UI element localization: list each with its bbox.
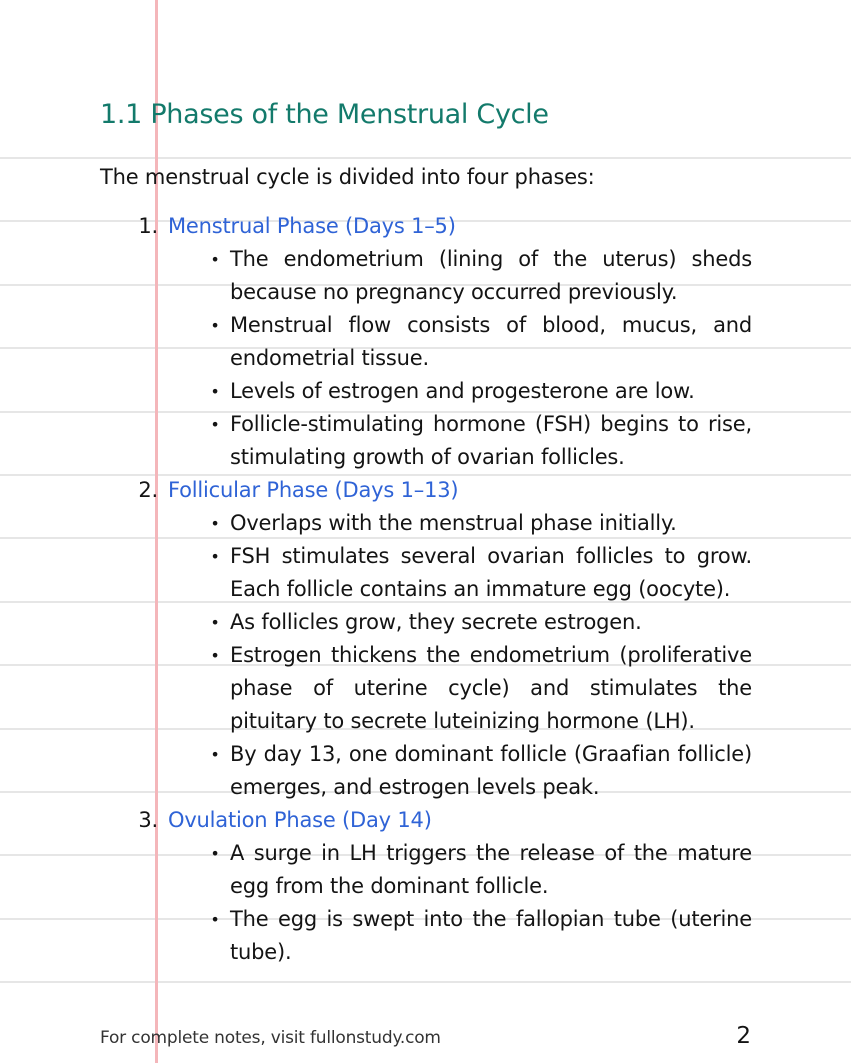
bullet-icon: •	[210, 613, 220, 632]
bullet-icon: •	[210, 514, 220, 533]
phase-name: Menstrual Phase (Days 1–5)	[168, 214, 456, 238]
phase-number: 1.	[138, 214, 158, 238]
list-item	[208, 243, 752, 309]
point-text: As follicles grow, they secrete estrogen.	[230, 610, 642, 634]
bullet-icon: •	[210, 745, 220, 764]
phase-points	[208, 507, 752, 804]
point-text: By day 13, one dominant follicle (Graafian follicle) emerges, and estrogen levels peak.	[230, 742, 752, 799]
list-item	[208, 507, 752, 540]
phase-number: 3.	[138, 808, 158, 832]
list-item	[208, 639, 752, 738]
point-text: Overlaps with the menstrual phase initially.	[230, 511, 677, 535]
ruled-line	[0, 981, 851, 983]
bullet-icon: •	[210, 547, 220, 566]
phase-name: Follicular Phase (Days 1–13)	[168, 478, 459, 502]
phase-name: Ovulation Phase (Day 14)	[168, 808, 432, 832]
phase-title	[100, 804, 752, 837]
point-text: Levels of estrogen and progesterone are low.	[230, 379, 695, 403]
phase-title	[100, 210, 752, 243]
list-item	[208, 408, 752, 474]
phase-number: 2.	[138, 478, 158, 502]
list-item	[208, 837, 752, 903]
page-number: 2	[736, 1023, 751, 1049]
intro-text: The menstrual cycle is divided into four phases:	[100, 165, 595, 189]
phase-item	[100, 210, 752, 474]
phase-points	[208, 837, 752, 969]
phase-list	[100, 210, 752, 969]
footer-note: For complete notes, visit fullonstudy.com	[100, 1028, 441, 1048]
list-item	[208, 738, 752, 804]
point-text: The endometrium (lining of the uterus) sheds because no pregnancy occurred previously.	[230, 247, 752, 304]
bullet-icon: •	[210, 844, 220, 863]
page-content	[100, 95, 752, 969]
bullet-icon: •	[210, 382, 220, 401]
phase-title	[100, 474, 752, 507]
bullet-icon: •	[210, 910, 220, 929]
list-item	[208, 606, 752, 639]
bullet-icon: •	[210, 316, 220, 335]
point-text: Follicle-stimulating hormone (FSH) begins to rise, stimulating growth of ovarian follicles.	[230, 412, 752, 469]
phase-item	[100, 474, 752, 804]
list-item	[208, 309, 752, 375]
list-item	[208, 540, 752, 606]
list-item	[208, 903, 752, 969]
section-heading: 1.1 Phases of the Menstrual Cycle	[100, 99, 549, 130]
bullet-icon: •	[210, 415, 220, 434]
point-text: The egg is swept into the fallopian tube (uterine tube).	[230, 907, 752, 964]
bullet-icon: •	[210, 250, 220, 269]
bullet-icon: •	[210, 646, 220, 665]
point-text: Estrogen thickens the endometrium (proliferative phase of uterine cycle) and stimulates the pituitary to secrete luteinizing hormone (LH).	[230, 643, 752, 733]
point-text: FSH stimulates several ovarian follicles to grow. Each follicle contains an immature egg (oocyte).	[230, 544, 752, 601]
point-text: Menstrual flow consists of blood, mucus, and endometrial tissue.	[230, 313, 752, 370]
phase-item	[100, 804, 752, 969]
phase-points	[208, 243, 752, 474]
point-text: A surge in LH triggers the release of the mature egg from the dominant follicle.	[230, 841, 752, 898]
list-item	[208, 375, 752, 408]
